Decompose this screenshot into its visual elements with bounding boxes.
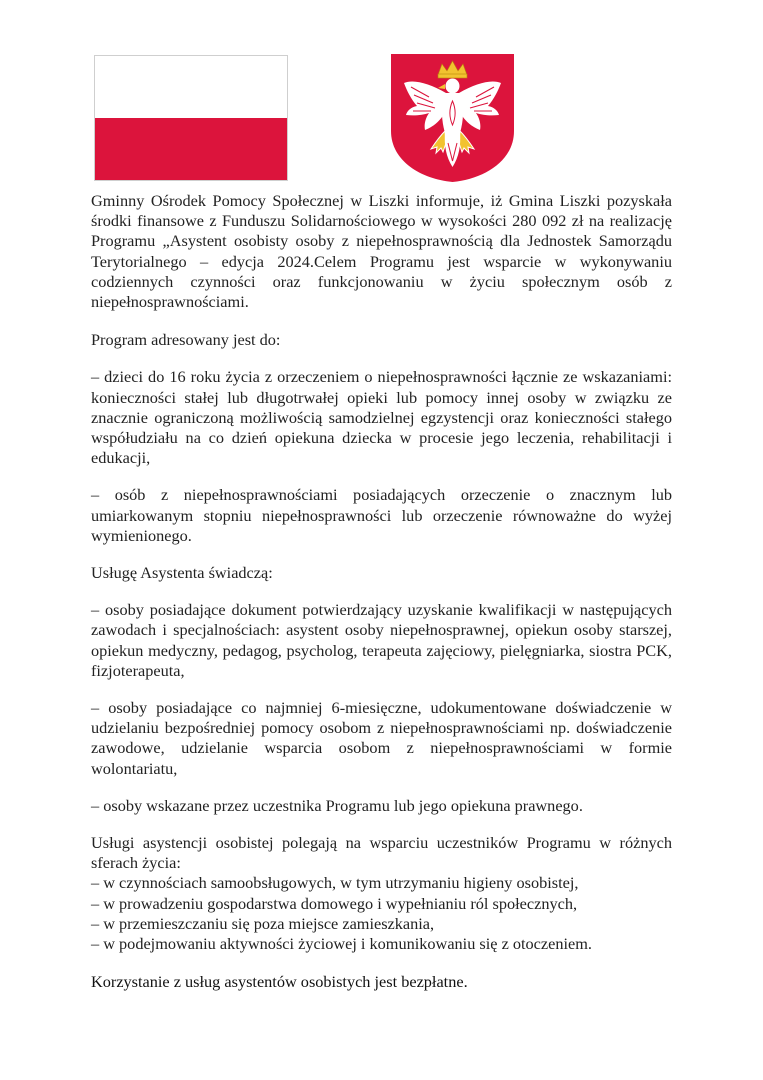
services-item: – w prowadzeniu gospodarstwa domowego i wypełnianiu ról społecznych, [91, 893, 578, 913]
flag-white-stripe [95, 56, 287, 118]
addressed-item-adults: – osób z niepełnosprawnościami posiadających orzeczenie o znacznym lub umiarkowanym stopniu niepełnosprawności lub orzeczenie równoważne do wyżej wymienionego. [91, 485, 672, 545]
services-item: – w czynnościach samoobsługowych, w tym utrzymaniu higieny osobistej, [91, 873, 579, 893]
services-item: – w podejmowaniu aktywności życiowej i komunikowaniu się z otoczeniem. [91, 934, 592, 954]
assistant-heading: Usługę Asystenta świadczą: [91, 563, 273, 583]
intro-paragraph: Gminny Ośrodek Pomocy Społecznej w Liszki informuje, iż Gmina Liszki pozyskała środki finansowe z Funduszu Solidarnościowego w wysokości 280 092 zł na realizację Programu „Asystent osobisty osoby z niepełnosprawnością dla Jednostek Samorządu Terytorialnego – edycja 2024.Celem Programu jest wsparcie w wykonywaniu codziennych czynności oraz funkcjonowaniu w życiu społecznym osób z niepełnosprawnościami. [91, 191, 672, 312]
closing-statement: Korzystanie z usług asystentów osobistych jest bezpłatne. [91, 972, 468, 992]
polish-eagle-emblem [389, 53, 516, 183]
assistant-item-indicated: – osoby wskazane przez uczestnika Programu lub jego opiekuna prawnego. [91, 795, 583, 815]
announcement-body [91, 191, 672, 1010]
services-item: – w przemieszczaniu się poza miejsce zamieszkania, [91, 913, 435, 933]
assistant-item-experienced: – osoby posiadające co najmniej 6-miesięczne, udokumentowane doświadczenie w udzielaniu bezpośredniej pomocy osobom z niepełnosprawnościami np. doświadczenie zawodowe, udzielanie wsparcia osobom z niepełnosprawnościami w formie wolontariatu, [91, 698, 672, 778]
polish-flag [94, 55, 288, 181]
flag-red-stripe [95, 118, 287, 180]
services-paragraph [91, 833, 672, 954]
addressed-item-children: – dzieci do 16 roku życia z orzeczeniem o niepełnosprawności łącznie ze wskazaniami: konieczności stałej lub długotrwałej opieki lub pomocy innej osoby w związku ze znacznie ograniczoną możliwością samodzielnej egzystencji oraz konieczności stałego współudziału na co dzień opiekuna dziecka w procesie jego leczenia, rehabilitacji i edukacji, [91, 367, 672, 468]
assistant-item-qualified: – osoby posiadające dokument potwierdzający uzyskanie kwalifikacji w następujących zawodach i specjalnościach: asystent osoby niepełnosprawnej, opiekun osoby starszej, opiekun medyczny, pedagog, psycholog, terapeuta zajęciowy, pielęgniarka, siostra PCK, fizjoterapeuta, [91, 600, 672, 680]
addressed-heading: Program adresowany jest do: [91, 330, 281, 350]
services-intro: Usługi asystencji osobistej polegają na wsparciu uczestników Programu w różnych sferach życia: [91, 833, 672, 873]
